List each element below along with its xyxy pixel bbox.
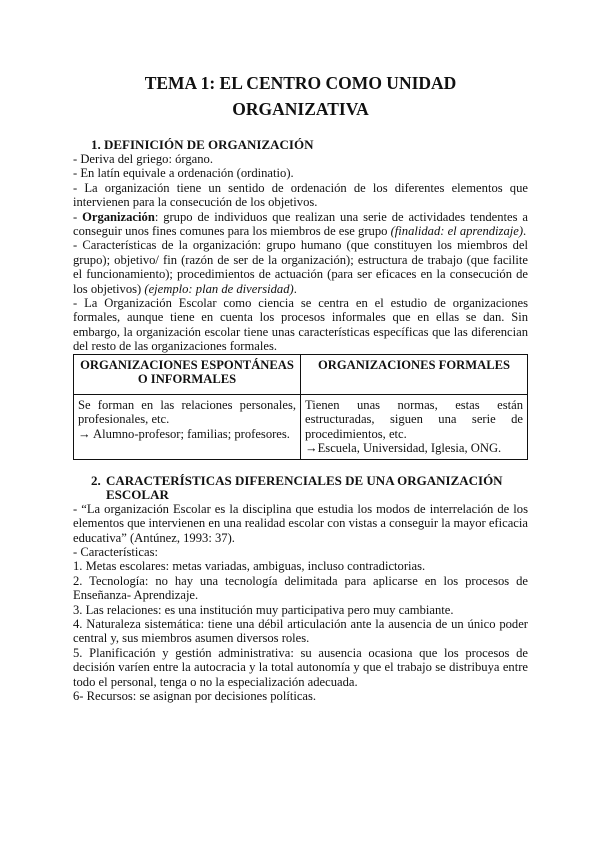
organization-characteristics: - Características de la organización: grupo humano (que constituyen los miembros del grupo); objetivo/ fin (razón de ser de la organización); estructura de trabajo (que facilite el funcionamiento); procedimientos de actuación (para ser eficaces en la consecución de los objetivos) (ejemplo: plan de diversidad). [73,238,528,296]
features-label: - Características: [73,544,158,559]
document-page [73,0,528,703]
table-cell-formal [301,394,528,459]
organizations-comparison-table [73,354,528,460]
definition-origin-greek: - Deriva del griego: órgano. [73,152,214,166]
table-row [74,394,528,459]
formal-examples: →Escuela, Universidad, Iglesia, ONG. [305,440,502,455]
informal-description: Se forman en las relaciones personales, profesionales, etc. [78,397,296,427]
section-2-title: CARACTERÍSTICAS DIFERENCIALES DE UNA ORGANIZACIÓN ESCOLAR [106,472,503,502]
section-2-heading [73,474,528,502]
characteristics-example: (ejemplo: plan de diversidad) [144,281,294,296]
feature-goals: 1. Metas escolares: metas variadas, ambiguas, incluso contradictorias. [73,559,426,574]
organization-term: Organización [82,209,155,224]
formal-description: Tienen unas normas, estas están estructuradas, siguen una serie de procedimientos, etc. [305,397,523,441]
feature-resources: 6- Recursos: se asignan por decisiones políticas. [73,688,317,703]
section-2-number: 2. [91,472,101,488]
informal-examples: → Alumno-profesor; familias; profesores. [78,426,290,441]
table-cell-informal [74,394,301,459]
page-title: TEMA 1: EL CENTRO COMO UNIDAD ORGANIZATIVA [144,73,457,119]
table-header-informal: ORGANIZACIONES ESPONTÁNEAS O INFORMALES [74,354,301,394]
feature-relations: 3. Las relaciones: es una institución muy participativa pero muy cambiante. [73,602,454,617]
definition-organization: - Organización: grupo de individuos que realizan una serie de actividades tendentes a conseguir unos fines comunes para los miembros de ese grupo (finalidad: el aprendizaje). [73,209,528,239]
school-organization-quote: - “La organización Escolar es la disciplina que estudia los modos de interrelación de los elementos que intervienen en una realidad escolar con vistas a conseguir la mayor eficacia educativa” (Antúnez, 1993: 37). [73,501,528,545]
feature-systematic-nature: 4. Naturaleza sistemática: tiene una débil articulación ante la ausencia de un único poder central y, sus miembros asumen diversos roles. [73,616,528,646]
feature-planning: 5. Planificación y gestión administrativa: su ausencia ocasiona que los procesos de decisión varíen entre la autocracia y la total autonomía y que el trabajo se distribuya entre todo el personal, tenga o no la especialización adecuada. [73,645,528,689]
feature-technology: 2. Tecnología: no hay una tecnología delimitada para aplicarse en los procesos de Enseñanza- Aprendizaje. [73,573,528,603]
organization-example: (finalidad: el aprendizaje) [390,224,524,239]
definition-origin-latin: - En latín equivale a ordenación (ordinatio). [73,166,294,181]
definition-ordering: - La organización tiene un sentido de ordenación de los diferentes elementos que intervienen para la consecución de los objetivos. [73,180,528,210]
table-header-row [74,354,528,394]
school-organization-science: - La Organización Escolar como ciencia se centra en el estudio de organizaciones formales, aunque tiene en cuenta los procesos informales que en ellas se dan. Sin embargo, la organización escolar tiene unas características específicas que las diferencian del resto de las organizaciones formales. [73,296,528,354]
section-1-heading: 1. DEFINICIÓN DE ORGANIZACIÓN [91,137,314,152]
table-header-formal: ORGANIZACIONES FORMALES [301,354,528,394]
